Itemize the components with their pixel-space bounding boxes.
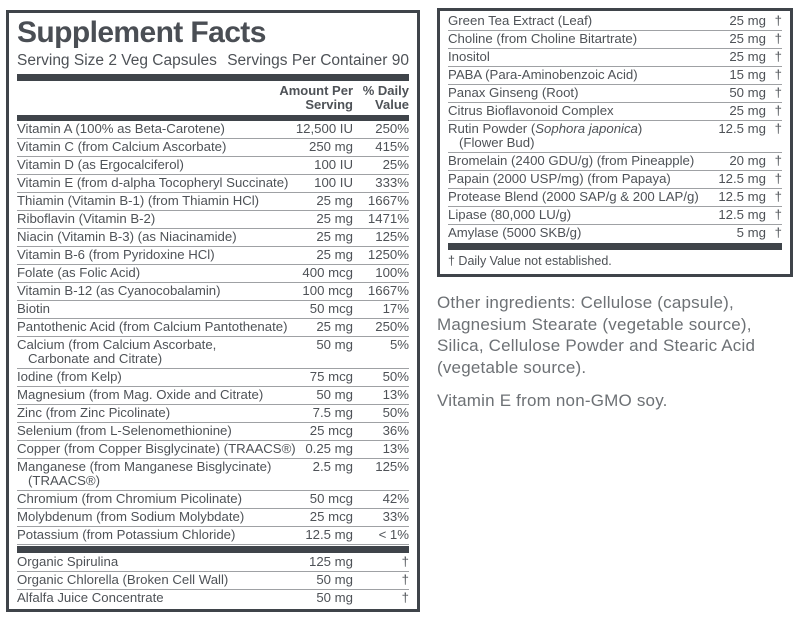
table-row [17, 139, 409, 157]
amount-value: 12.5 mg [718, 207, 766, 222]
table-row [448, 103, 782, 121]
table-row [17, 590, 409, 607]
table-row [448, 49, 782, 67]
amount-value: 25 mcg [309, 423, 353, 438]
daily-value: 100% [375, 265, 409, 280]
divider-bar [17, 74, 409, 81]
daily-value: † [774, 49, 782, 64]
daily-value: † [774, 225, 782, 240]
daily-value: † [401, 590, 409, 605]
ingredient-name: Protease Blend (2000 SAP/g & 200 LAP/g) [448, 189, 699, 204]
table-row [17, 441, 409, 459]
supplement-facts-panel [6, 10, 420, 612]
table-row [17, 423, 409, 441]
table-row [17, 337, 409, 369]
ingredient-name: Manganese (from Manganese Bisglycinate) [17, 459, 272, 474]
ingredient-name: Vitamin A (100% as Beta-Carotene) [17, 121, 225, 136]
daily-value: 1250% [367, 247, 409, 262]
amount-value: 100 IU [314, 175, 353, 190]
daily-value: 13% [382, 387, 409, 402]
amount-value: 5 mg [736, 225, 766, 240]
amount-value: 12.5 mg [305, 527, 353, 542]
ingredient-name: Calcium (from Calcium Ascorbate, [17, 337, 217, 352]
daily-value: 50% [382, 369, 409, 384]
ingredient-name: Potassium (from Potassium Chloride) [17, 527, 236, 542]
ingredient-name: Organic Spirulina [17, 554, 119, 569]
daily-value: 17% [382, 301, 409, 316]
other-ingredients-note: Other ingredients: Cellulose (capsule), Magnesium Stearate (vegetable source), Silica, Cellulose Powder and Stearic Acid (vegetable source). [437, 293, 756, 377]
daily-value: 125% [375, 229, 409, 244]
ingredient-name: Magnesium (from Mag. Oxide and Citrate) [17, 387, 264, 402]
table-row [17, 229, 409, 247]
amount-value: 25 mg [316, 247, 353, 262]
ingredient-name: Folate (as Folic Acid) [17, 265, 141, 280]
amount-value: 100 IU [314, 157, 353, 172]
table-row [17, 491, 409, 509]
ingredient-name: Zinc (from Zinc Picolinate) [17, 405, 171, 420]
ingredient-name: Choline (from Choline Bitartrate) [448, 31, 638, 46]
daily-value: 1471% [367, 211, 409, 226]
ingredient-name: Molybdenum (from Sodium Molybdate) [17, 509, 245, 524]
amount-value: 12.5 mg [718, 171, 766, 186]
ingredient-name-line2: (Flower Bud) [459, 135, 535, 150]
amount-value: 25 mg [729, 49, 766, 64]
amount-value: 25 mg [316, 211, 353, 226]
ingredient-name: Vitamin C (from Calcium Ascorbate) [17, 139, 227, 154]
amount-value: 25 mg [729, 13, 766, 28]
column-headers [17, 81, 409, 115]
daily-value: † [774, 121, 782, 136]
ingredient-name: Inositol [448, 49, 490, 64]
ingredient-name: Green Tea Extract (Leaf) [448, 13, 593, 28]
panel-title: Supplement Facts [17, 16, 266, 49]
daily-value: † [774, 207, 782, 222]
table-row [448, 31, 782, 49]
serving-info [17, 51, 409, 71]
table-row [448, 153, 782, 171]
table-row [448, 85, 782, 103]
amount-value: 25 mcg [309, 509, 353, 524]
table-row [448, 189, 782, 207]
table-row [17, 283, 409, 301]
botanical-table [17, 554, 409, 607]
daily-value: 125% [375, 459, 409, 474]
table-row [17, 175, 409, 193]
amount-value: 25 mg [729, 103, 766, 118]
servings-per-container: Servings Per Container 90 [227, 52, 409, 69]
amount-value: 20 mg [729, 153, 766, 168]
ingredient-name: Panax Ginseng (Root) [448, 85, 579, 100]
ingredient-name: Vitamin B-6 (from Pyridoxine HCl) [17, 247, 215, 262]
amount-value: 75 mcg [309, 369, 353, 384]
table-row [448, 67, 782, 85]
daily-value: 333% [375, 175, 409, 190]
daily-value: 36% [382, 423, 409, 438]
amount-value: 25 mg [316, 193, 353, 208]
additional-ingredients-panel [437, 8, 793, 277]
additional-ingredients-table [448, 13, 782, 242]
table-row [448, 171, 782, 189]
amount-value: 50 mg [729, 85, 766, 100]
amount-value: 100 mcg [302, 283, 353, 298]
ingredient-name: Biotin [17, 301, 50, 316]
table-row [17, 121, 409, 139]
table-row [17, 459, 409, 491]
daily-value: 1667% [367, 283, 409, 298]
daily-value: 250% [375, 121, 409, 136]
daily-value-footnote: † Daily Value not established. [448, 254, 612, 268]
ingredient-name: Vitamin E (from d-alpha Tocopheryl Succinate) [17, 175, 289, 190]
amount-value: 50 mg [316, 387, 353, 402]
table-row [17, 387, 409, 405]
ingredient-name: Vitamin D (as Ergocalciferol) [17, 157, 184, 172]
daily-value: † [774, 13, 782, 28]
serving-size: Serving Size 2 Veg Capsules [17, 52, 217, 69]
table-row [17, 369, 409, 387]
amount-value: 25 mg [729, 31, 766, 46]
table-row [17, 554, 409, 572]
amount-value: 12.5 mg [718, 121, 766, 136]
table-row [17, 405, 409, 423]
nutrient-table [17, 121, 409, 545]
amount-value: 50 mcg [309, 301, 353, 316]
daily-value: 415% [375, 139, 409, 154]
daily-value: † [401, 554, 409, 569]
table-row [448, 207, 782, 225]
table-row [17, 527, 409, 545]
daily-value: † [774, 171, 782, 186]
daily-value: † [774, 103, 782, 118]
daily-value: 42% [382, 491, 409, 506]
daily-value: 5% [389, 337, 409, 352]
amount-value: 25 mg [316, 319, 353, 334]
ingredient-name: Thiamin (Vitamin B-1) (from Thiamin HCl) [17, 193, 260, 208]
amount-value: 7.5 mg [312, 405, 353, 420]
divider-bar [17, 546, 409, 553]
amount-value: 50 mg [316, 337, 353, 352]
ingredient-name: Niacin (Vitamin B-3) (as Niacinamide) [17, 229, 237, 244]
divider-bar [448, 243, 782, 250]
daily-value: < 1% [378, 527, 409, 542]
ingredient-name: Amylase (5000 SKB/g) [448, 225, 582, 240]
table-row [17, 247, 409, 265]
amount-value: 12,500 IU [295, 121, 353, 136]
ingredient-name: Bromelain (2400 GDU/g) (from Pineapple) [448, 153, 695, 168]
ingredient-name-line2: (TRAACS®) [28, 473, 100, 488]
daily-value: 250% [375, 319, 409, 334]
daily-value: 50% [382, 405, 409, 420]
ingredient-name: Alfalfa Juice Concentrate [17, 590, 164, 605]
amount-value: 25 mg [316, 229, 353, 244]
table-row [17, 157, 409, 175]
ingredient-name: Lipase (80,000 LU/g) [448, 207, 572, 222]
daily-value: † [774, 189, 782, 204]
table-row [17, 319, 409, 337]
amount-value: 12.5 mg [718, 189, 766, 204]
ingredient-name: Copper (from Copper Bisglycinate) (TRAACS®) [17, 441, 296, 456]
table-row [17, 193, 409, 211]
right-column [437, 8, 793, 412]
amount-value: 50 mcg [309, 491, 353, 506]
ingredient-name: Vitamin B-12 (as Cyanocobalamin) [17, 283, 221, 298]
ingredient-name: Riboflavin (Vitamin B-2) [17, 211, 156, 226]
amount-per-serving-header: Amount Per Serving [279, 83, 353, 112]
amount-value: 15 mg [729, 67, 766, 82]
ingredient-name: Rutin Powder (Sophora japonica) [448, 121, 643, 136]
ingredient-name: Citrus Bioflavonoid Complex [448, 103, 614, 118]
table-row [17, 265, 409, 283]
daily-value: † [774, 67, 782, 82]
amount-value: 50 mg [316, 572, 353, 587]
table-row [17, 509, 409, 527]
daily-value: † [774, 85, 782, 100]
daily-value: 25% [382, 157, 409, 172]
table-row [448, 121, 782, 153]
ingredient-name-line2: Carbonate and Citrate) [28, 351, 163, 366]
amount-value: 0.25 mg [305, 441, 353, 456]
amount-value: 125 mg [309, 554, 353, 569]
amount-value: 2.5 mg [312, 459, 353, 474]
table-row [17, 572, 409, 590]
daily-value: 13% [382, 441, 409, 456]
table-row [17, 211, 409, 229]
table-row [448, 225, 782, 242]
ingredient-name: Papain (2000 USP/mg) (from Papaya) [448, 171, 671, 186]
ingredient-name: PABA (Para-Aminobenzoic Acid) [448, 67, 638, 82]
daily-value-header: % Daily Value [362, 83, 409, 112]
amount-value: 400 mcg [302, 265, 353, 280]
ingredient-name: Selenium (from L-Selenomethionine) [17, 423, 232, 438]
amount-value: 50 mg [316, 590, 353, 605]
ingredient-name: Organic Chlorella (Broken Cell Wall) [17, 572, 229, 587]
ingredient-name: Pantothenic Acid (from Calcium Pantothenate) [17, 319, 288, 334]
daily-value: 1667% [367, 193, 409, 208]
daily-value: † [774, 153, 782, 168]
ingredient-name: Chromium (from Chromium Picolinate) [17, 491, 242, 506]
daily-value: † [401, 572, 409, 587]
daily-value: 33% [382, 509, 409, 524]
table-row [448, 13, 782, 31]
vitamin-e-note: Vitamin E from non-GMO soy. [437, 391, 668, 410]
daily-value: † [774, 31, 782, 46]
amount-value: 250 mg [309, 139, 353, 154]
table-row [17, 301, 409, 319]
ingredient-name: Iodine (from Kelp) [17, 369, 122, 384]
